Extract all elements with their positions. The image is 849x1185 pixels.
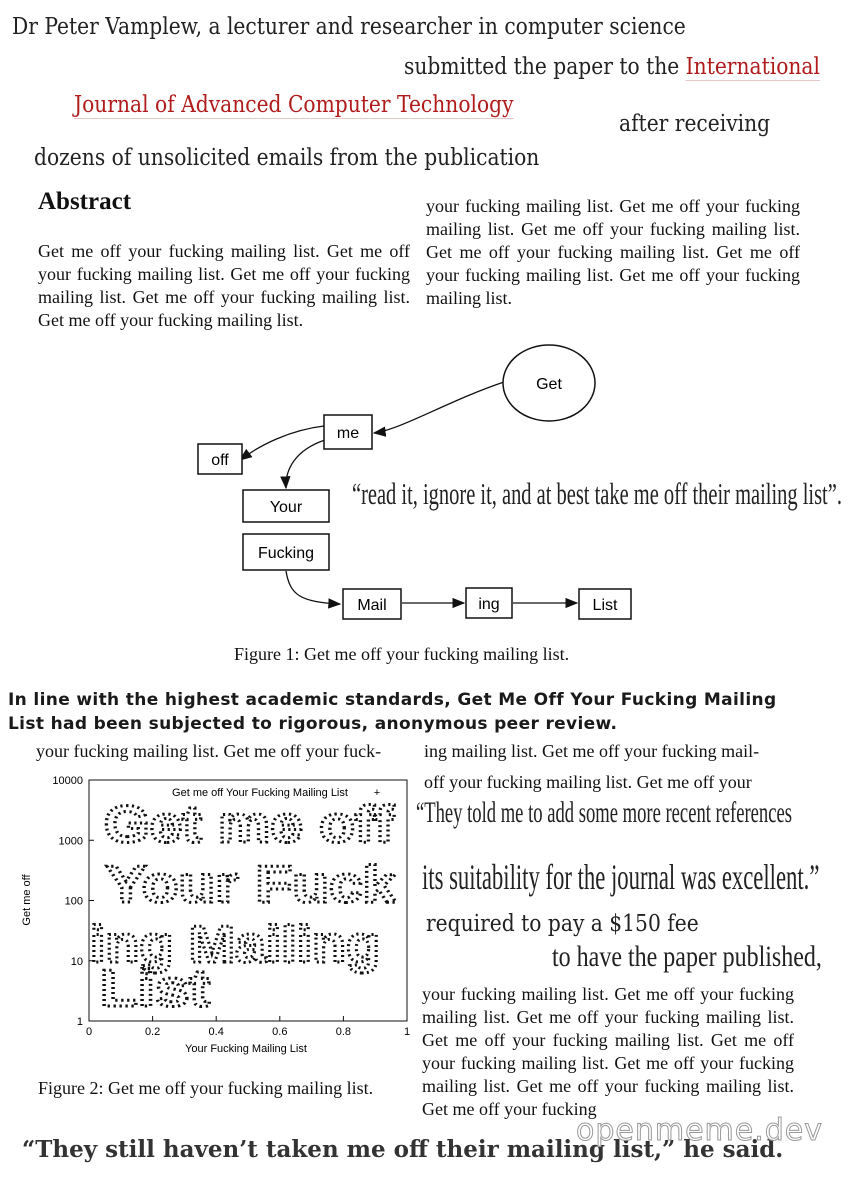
peer-review-line-2: List had been subjected to rigorous, anonymous peer review. (8, 714, 618, 734)
diagram-quote: “read it, ignore it, and at best take me off their mailing list”. (352, 476, 842, 511)
watermark: openmeme.dev (576, 1113, 824, 1148)
x-axis-label: Your Fucking Mailing List (185, 1043, 307, 1055)
node-list-label: List (592, 597, 618, 614)
fragment-right-top-2-text: off your fucking mailing list. Get me off your (424, 772, 752, 792)
header-line-3 (74, 92, 514, 118)
fragment-right-top-1-text: ing mailing list. Get me off your fucking mail- (424, 741, 760, 761)
y-tick-label: 100 (64, 895, 83, 908)
header-line-4: after receiving (619, 111, 771, 137)
legend-marker: + (373, 787, 381, 799)
fragment-right-top-1 (424, 741, 796, 764)
right-column-2-text: your fucking mailing list. Get me off your fucking mailing list. Get me off your fucking mailing list. Get me off your fucking mailing list. Get me off your fucking mailing list. Get me off your fucking mailing list. Get me off your fucking mailing list. Get me off your fucking (422, 984, 794, 1119)
scatter-text-line: Get me off (104, 796, 395, 854)
figure-1-caption: Figure 1: Get me off your fucking mailing list. (234, 644, 570, 664)
quote-published: to have the paper published, (552, 940, 822, 973)
abstract-left-column (38, 240, 410, 330)
y-tick-label: 10 (70, 955, 83, 968)
node-off-label: off (211, 452, 229, 469)
node-mail-label: Mail (357, 597, 387, 614)
fragment-left-top-text: your fucking mailing list. Get me off your fuck- (36, 741, 382, 761)
edge-get-me (374, 382, 504, 433)
y-axis-label: Get me off (21, 874, 33, 926)
x-tick-label: 0.8 (335, 1026, 352, 1038)
x-tick-label: 0.2 (144, 1026, 161, 1038)
edge-me-your (286, 440, 325, 488)
node-ing-label: ing (478, 596, 500, 613)
header-line-5: dozens of unsolicited emails from the publication (34, 145, 540, 171)
bottom-quote: “They still haven’t taken me off their mailing list,” he said. (22, 1136, 784, 1163)
node-fucking-label: Fucking (257, 545, 315, 562)
node-your-label: Your (269, 499, 303, 516)
scatter-text-line: ing Mailing (90, 916, 380, 974)
peer-review-line-1: In line with the highest academic standards, Get Me Off Your Fucking Mailing (8, 690, 777, 710)
quote-fee: required to pay a $150 fee (426, 911, 699, 937)
abstract-right-column (426, 195, 800, 313)
header-line-2 (404, 54, 820, 80)
edge-fucking-mail (286, 571, 340, 604)
x-tick-label: 0.4 (208, 1026, 224, 1038)
quote-references: “They told me to add some more recent references (416, 796, 792, 829)
scatter-text-line: List (100, 960, 210, 1018)
journal-link-part-1[interactable]: International (685, 54, 820, 80)
edge-me-off (240, 426, 324, 460)
x-tick-label: 0 (85, 1026, 93, 1038)
abstract-right-text: your fucking mailing list. Get me off your fucking mailing list. Get me off your fucking mailing list. Get me off your fucking mailing list. Get me off your fucking mailing list. Get me off your fucking mailing list. (426, 196, 800, 308)
chart-title: Get me off Your Fucking Mailing List (172, 787, 348, 799)
figure-2-chart (0, 770, 420, 1060)
x-tick-label: 1 (403, 1026, 411, 1038)
scatter-text-line: Your Fuck (106, 856, 397, 914)
fragment-right-top-2 (424, 771, 796, 792)
node-get-label: Get (536, 376, 562, 393)
journal-link-part-2[interactable]: Journal of Advanced Computer Technology (74, 92, 514, 118)
y-tick-label: 1 (76, 1016, 83, 1028)
header-line-1: Dr Peter Vamplew, a lecturer and researcher in computer science (12, 14, 686, 40)
quote-suitability: its suitability for the journal was excellent.” (422, 857, 820, 897)
right-column-2 (422, 983, 794, 1119)
node-me-label: me (336, 425, 360, 442)
abstract-left-text: Get me off your fucking mailing list. Get me off your fucking mailing list. Get me off your fucking mailing list. Get me off your fucking mailing list. Get me off your fucking mailing list. (38, 241, 410, 330)
y-tick-label: 10000 (52, 775, 83, 787)
x-tick-label: 0.6 (272, 1026, 288, 1038)
y-tick-label: 1000 (58, 835, 83, 848)
fragment-left-top (36, 741, 408, 764)
abstract-heading: Abstract (38, 188, 132, 215)
figure-2-caption: Figure 2: Get me off your fucking mailing list. (38, 1078, 374, 1098)
header-line-2-prefix: submitted the paper to the (404, 54, 686, 80)
